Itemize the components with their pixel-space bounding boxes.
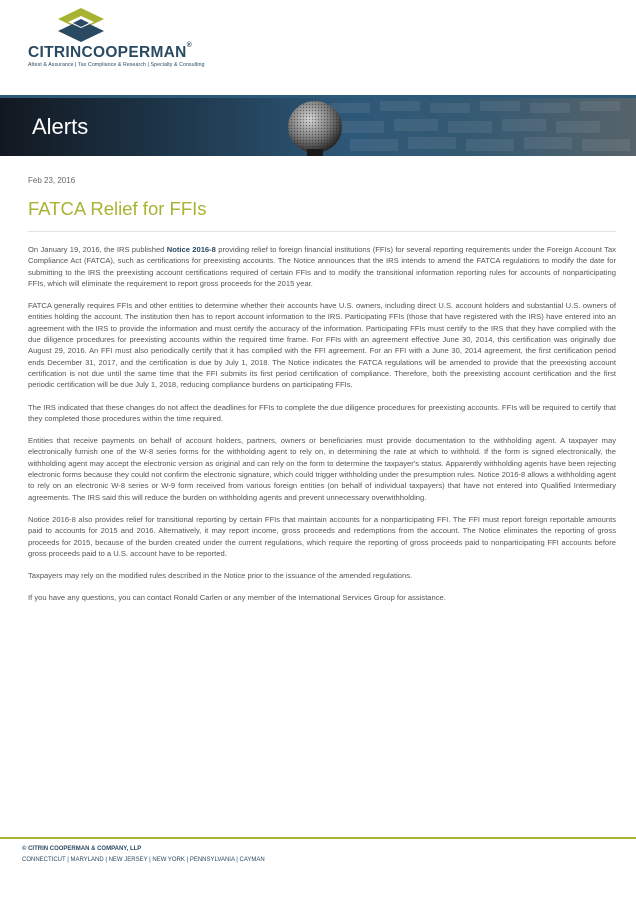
article-title: FATCA Relief for FFIs: [28, 198, 207, 219]
paragraph-2: FATCA generally requires FFIs and other entities to determine whether their accounts have U.S. owners, including direct U.S. account holders and substantial U.S. owners of entities holding the account. The institution then has to report account information to the IRS. Participating FFIs (those that have registered with the IRS) have entered into an agreement with the IRS to provide the information and must certify the accuracy of the information. Participating FFIs must certify to the IRS that they have complied with the due diligence procedures for preexisting accounts within the required time frame. For FFIs with an agreement effective June 30, 2014, this certification was originally due August 29, 2016. An FFI must also periodically certify that it has complied with the FFI agreement. For an FFI with a June 30, 2014 agreement, the first certification period ends December 31, 2017, and the certification is due by July 1, 2018. The Notice indicates the FATCA regulations will be amended to provide that the preexisting account certification is not due until the same time that the FFI submits its first period certification of compliance. Therefore, both the preexisting account certification and the first periodic certification will be due July 1, 2018, reducing compliance burdens on participating FFIs.: [28, 301, 616, 390]
logo-wordmark: CITRINCOOPERMAN®: [28, 42, 193, 61]
paragraph-5: Notice 2016-8 also provides relief for transitional reporting by certain FFIs that maintain accounts for a nonparticipating FFI. The FFI must report foreign reportable amounts paid to accounts for 2015 and 2016. Alternatively, it may report income, gross proceeds and redemptions from the account. The Notice eliminates the reporting of gross proceeds for 2015, because of the burden created under the current regulations, which require the reporting of gross proceeds paid to nonparticipating FFI accounts before gross proceeds paid to a U.S. account have to be reported.: [28, 514, 616, 558]
microphone-icon: [278, 97, 352, 156]
paragraph-6: Taxpayers may rely on the modified rules described in the Notice prior to the issuance of the amended regulations.: [28, 571, 413, 581]
title-divider: [28, 231, 616, 232]
footer-locations: CONNECTICUT | MARYLAND | NEW JERSEY | NEW YORK | PENNSYLVANIA | CAYMAN: [22, 857, 265, 863]
paragraph-4: Entities that receive payments on behalf of account holders, partners, owners or beneficiaries must provide documentation to the withholding agent. A taxpayer may electronically furnish one of the W-8 series forms for the withholding agent to rely on, in determining the rate at which to withhold. If the form is signed electronically, the withholding agent may accept the electronic version as original and can rely on the form to determine the taxpayer's status. Apparently withholding agents have been rejecting electronic forms because they could not confirm the electronic signature, which could trigger withholding under the presumption rules. Notice 2016-8 allows a withholding agent to rely on an electronic W-8 series or W-9 form received from various foreign entities (on behalf of individual taxpayers) that have not entered into Qualified Intermediary agreements. The IRS said this will reduce the burden on withholding agents and prevent unnecessary overwithholding.: [28, 436, 616, 502]
article-date: Feb 23, 2016: [28, 176, 76, 185]
paragraph-7: If you have any questions, you can contact Ronald Carlen or any member of the International Services Group for assistance.: [28, 593, 446, 603]
banner-title: Alerts: [32, 114, 89, 139]
notice-link[interactable]: Notice 2016-8: [166, 245, 216, 254]
logo-tagline: Attest & Assurance | Tax Compliance & Research | Specialty & Consulting: [28, 62, 205, 68]
footer-divider: [0, 837, 636, 839]
footer-copyright: © CITRIN COOPERMAN & COMPANY, LLP: [22, 846, 142, 852]
page-header: [0, 0, 636, 95]
paragraph-1: On January 19, 2016, the IRS published Notice 2016-8 providing relief to foreign financial institutions (FFIs) for several reporting requirements under the Foreign Account Tax Compliance Act (FATCA), such as certifications for preexisting accounts. The Notice announces that the IRS intends to amend the FATCA regulations to modify the date for submitting to the IRS the preexisting account certifications required of certain FFIs and to modify the transitional information reporting rules for accounts of nonparticipating FFIs, which will eliminate the requirement to report gross proceeds for the 2015 year.: [28, 245, 616, 288]
paragraph-3: The IRS indicated that these changes do not affect the deadlines for FFIs to complete the due diligence procedures for preexisting accounts. FFIs will be required to certify that they completed those procedures within the time required.: [28, 402, 616, 423]
article-body: [28, 244, 616, 615]
citrin-cooperman-logo-icon: [58, 8, 104, 42]
